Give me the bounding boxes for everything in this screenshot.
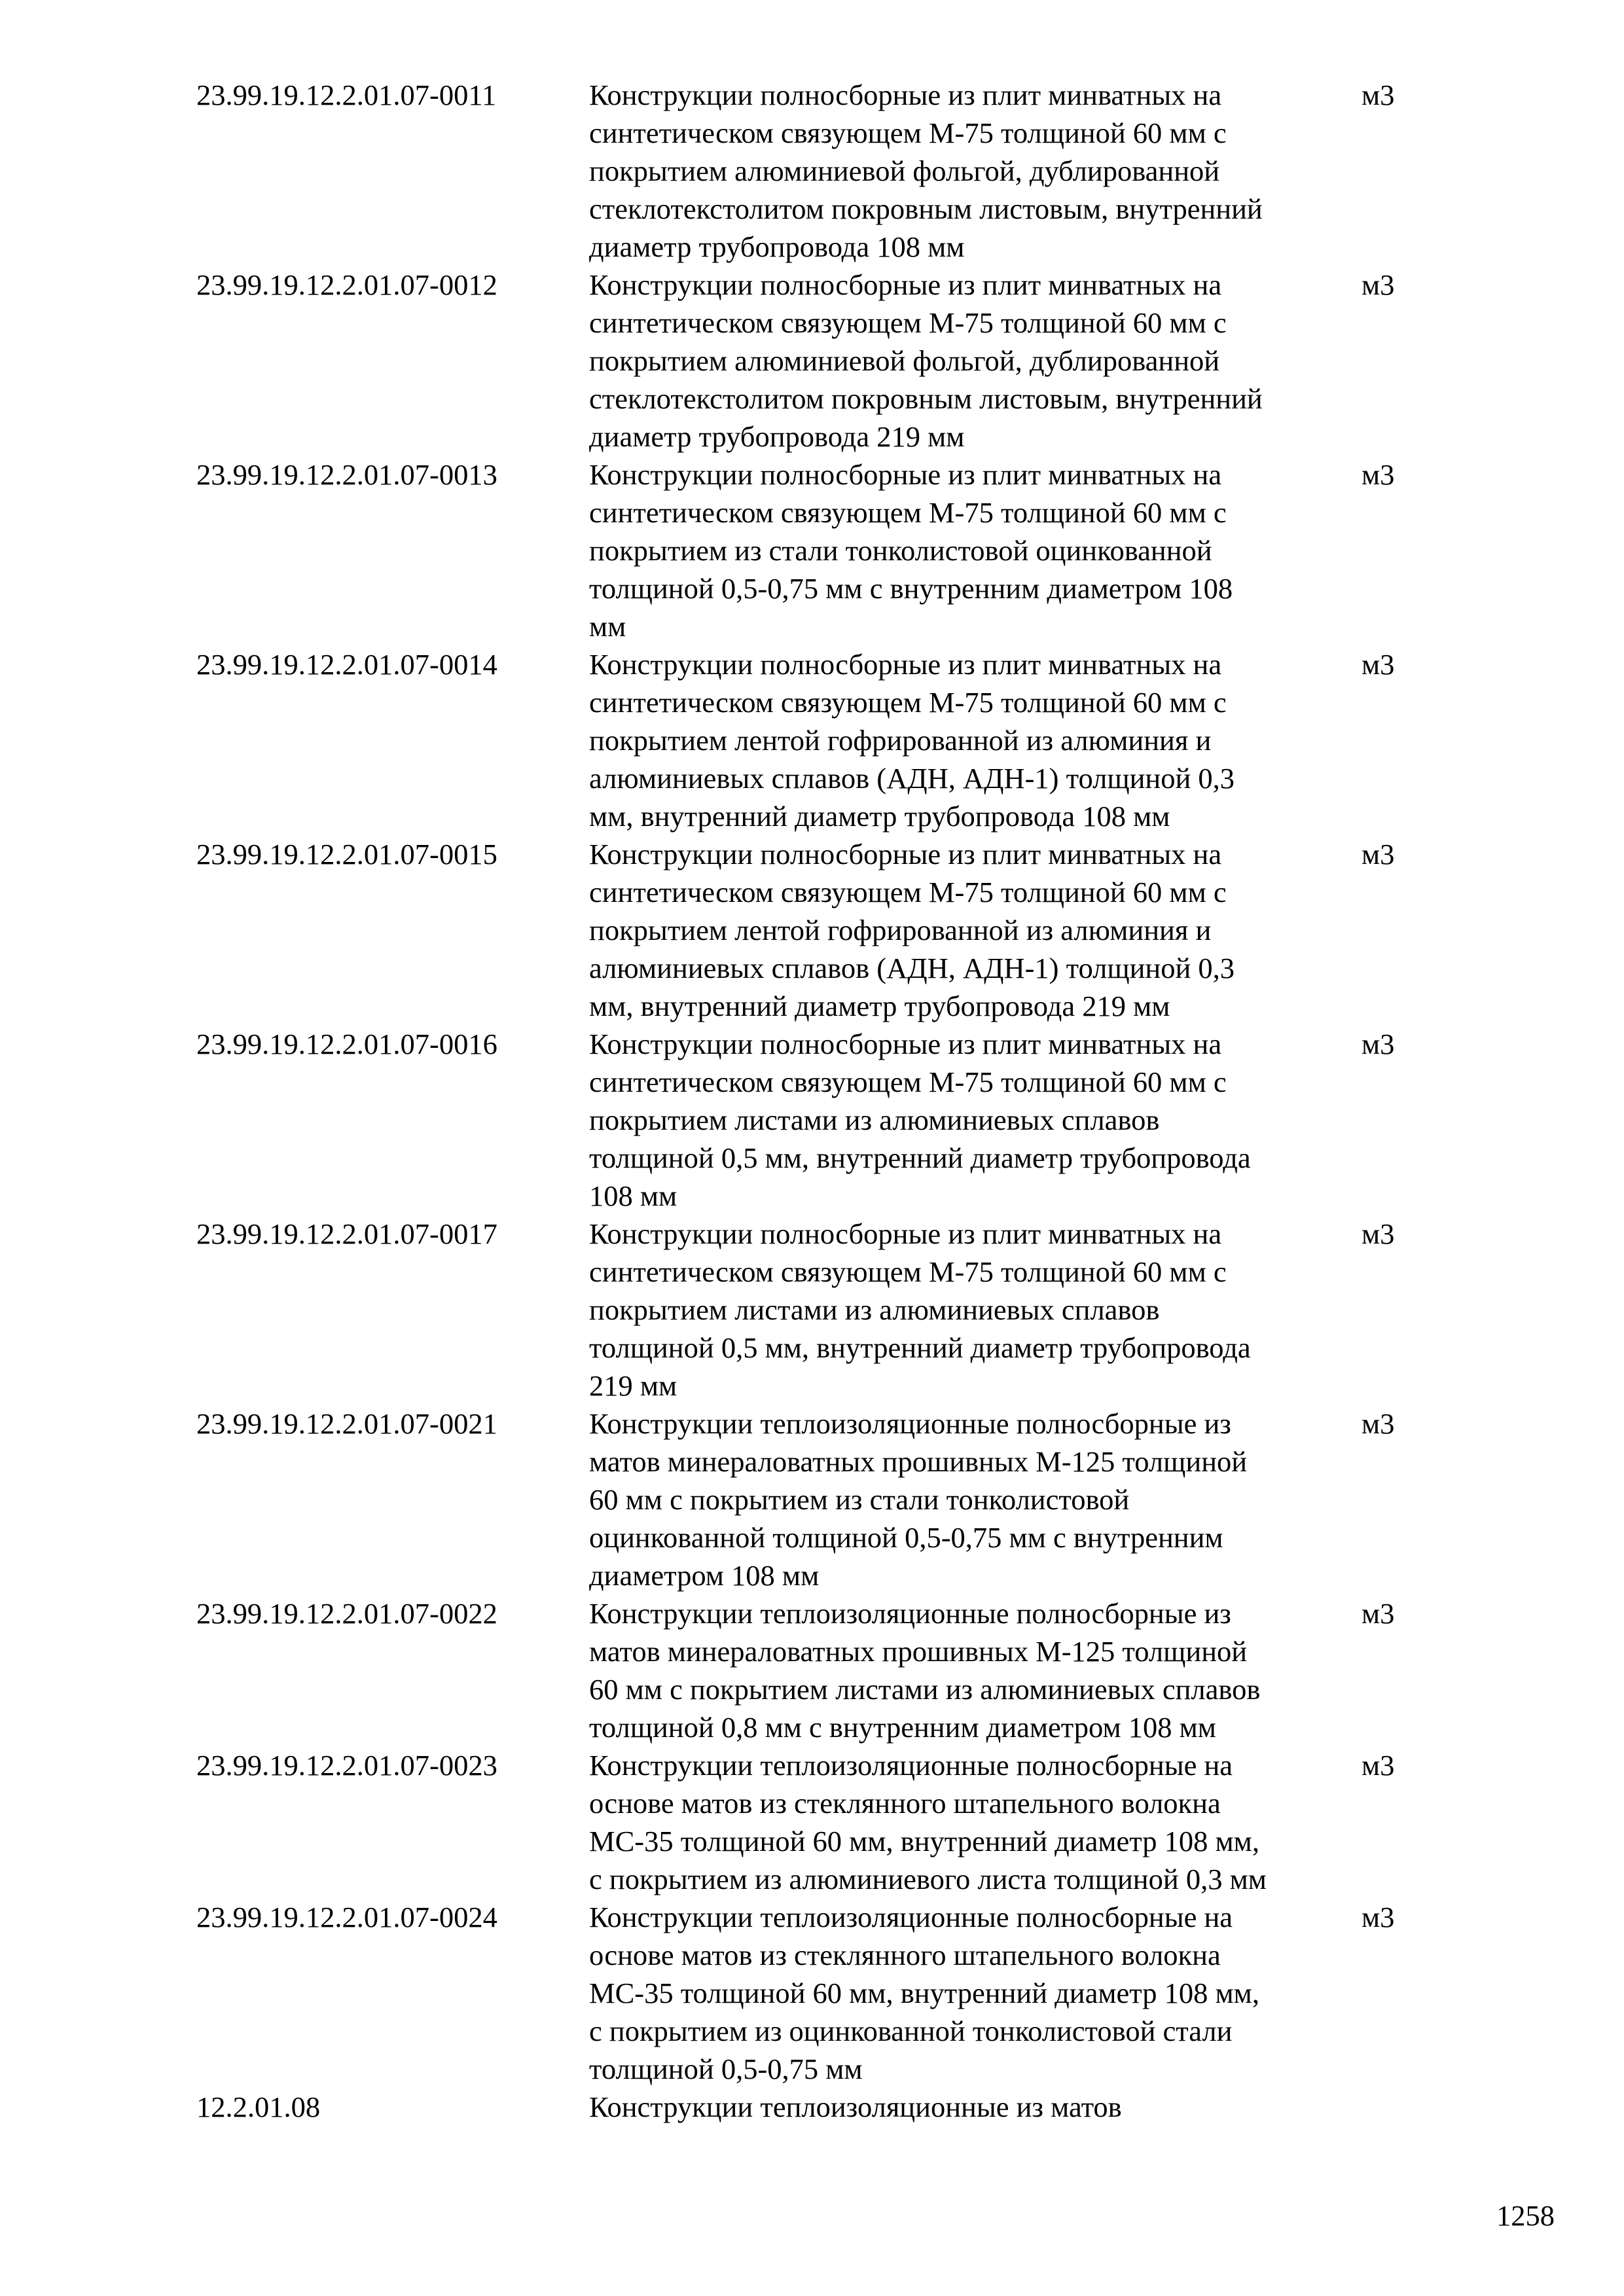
item-code: 23.99.19.12.2.01.07-0022 (196, 1597, 497, 1630)
section-code: 12.2.01.08 (196, 2090, 321, 2123)
item-description: Конструкции теплоизоляционные полносборные из матов минераловатных прошивных М-125 толщиной 60 мм с покрытием из стали тонколистовой оцинкованной толщиной 0,5-0,75 мм с внутренним диаметром 108 мм (589, 1407, 1248, 1592)
table-row (196, 1405, 1427, 1594)
item-code: 23.99.19.12.2.01.07-0017 (196, 1217, 497, 1250)
item-description: Конструкции теплоизоляционные полносборные из матов минераловатных прошивных М-125 толщиной 60 мм с покрытием листами из алюминиевых сплавов толщиной 0,8 мм с внутренним диаметром 108 мм (589, 1597, 1261, 1744)
item-unit: м3 (1362, 1749, 1395, 1782)
item-code: 23.99.19.12.2.01.07-0024 (196, 1901, 497, 1933)
item-unit: м3 (1362, 79, 1395, 111)
item-code: 23.99.19.12.2.01.07-0016 (196, 1028, 497, 1060)
item-description: Конструкции полносборные из плит минватных на синтетическом связующем М-75 толщиной 60 мм с покрытием алюминиевой фольгой, дублированной стеклотекстолитом покровным листовым, внутренний диаметр трубопровода 108 мм (589, 79, 1263, 263)
item-code: 23.99.19.12.2.01.07-0021 (196, 1407, 497, 1440)
item-unit: м3 (1362, 1597, 1395, 1630)
table-row (196, 76, 1427, 266)
item-unit: м3 (1362, 648, 1395, 681)
item-description: Конструкции полносборные из плит минватных на синтетическом связующем М-75 толщиной 60 мм с покрытием листами из алюминиевых сплавов толщиной 0,5 мм, внутренний диаметр трубопровода 219 мм (589, 1217, 1251, 1402)
item-code: 23.99.19.12.2.01.07-0015 (196, 838, 497, 870)
item-unit: м3 (1362, 838, 1395, 870)
item-code: 23.99.19.12.2.01.07-0011 (196, 79, 497, 111)
item-description: Конструкции теплоизоляционные полносборные на основе матов из стеклянного штапельного волокна МС-35 толщиной 60 мм, внутренний диаметр 108 мм, с покрытием из оцинкованной тонколистовой стали толщиной 0,5-0,75 мм (589, 1901, 1259, 2085)
table-row (196, 645, 1427, 835)
item-unit: м3 (1362, 268, 1395, 301)
table-row (196, 835, 1427, 1025)
table-row (196, 1898, 1427, 2088)
table-row (196, 1746, 1427, 1898)
table-row (196, 1025, 1427, 1215)
item-code: 23.99.19.12.2.01.07-0023 (196, 1749, 497, 1782)
section-row (196, 2088, 1427, 2126)
item-description: Конструкции полносборные из плит минватных на синтетическом связующем М-75 толщиной 60 мм с покрытием листами из алюминиевых сплавов толщиной 0,5 мм, внутренний диаметр трубопровода 108 мм (589, 1028, 1251, 1212)
table-row (196, 456, 1427, 645)
item-unit: м3 (1362, 1407, 1395, 1440)
item-description: Конструкции полносборные из плит минватных на синтетическом связующем М-75 толщиной 60 мм с покрытием лентой гофрированной из алюминия и алюминиевых сплавов (АДН, АДН-1) толщиной 0,3 мм, внутренний диаметр трубопровода 108 мм (589, 648, 1235, 833)
item-unit: м3 (1362, 1217, 1395, 1250)
page-number: 1258 (1496, 2199, 1555, 2232)
item-unit: м3 (1362, 1901, 1395, 1933)
item-code: 23.99.19.12.2.01.07-0013 (196, 458, 497, 491)
item-description: Конструкции теплоизоляционные полносборные на основе матов из стеклянного штапельного волокна МС-35 толщиной 60 мм, внутренний диаметр 108 мм, с покрытием из алюминиевого листа толщиной 0,3 мм (589, 1749, 1267, 1895)
item-description: Конструкции полносборные из плит минватных на синтетическом связующем М-75 толщиной 60 мм с покрытием из стали тонколистовой оцинкованной толщиной 0,5-0,75 мм с внутренним диаметром 108 мм (589, 458, 1233, 643)
item-description: Конструкции полносборные из плит минватных на синтетическом связующем М-75 толщиной 60 мм с покрытием алюминиевой фольгой, дублированной стеклотекстолитом покровным листовым, внутренний диаметр трубопровода 219 мм (589, 268, 1263, 453)
table-row (196, 1594, 1427, 1746)
item-code: 23.99.19.12.2.01.07-0014 (196, 648, 497, 681)
price-list-table (196, 76, 1427, 2126)
item-unit: м3 (1362, 1028, 1395, 1060)
section-title: Конструкции теплоизоляционные из матов (589, 2090, 1122, 2123)
item-code: 23.99.19.12.2.01.07-0012 (196, 268, 497, 301)
table-row (196, 1215, 1427, 1405)
table-row (196, 266, 1427, 456)
item-description: Конструкции полносборные из плит минватных на синтетическом связующем М-75 толщиной 60 мм с покрытием лентой гофрированной из алюминия и алюминиевых сплавов (АДН, АДН-1) толщиной 0,3 мм, внутренний диаметр трубопровода 219 мм (589, 838, 1235, 1022)
item-unit: м3 (1362, 458, 1395, 491)
